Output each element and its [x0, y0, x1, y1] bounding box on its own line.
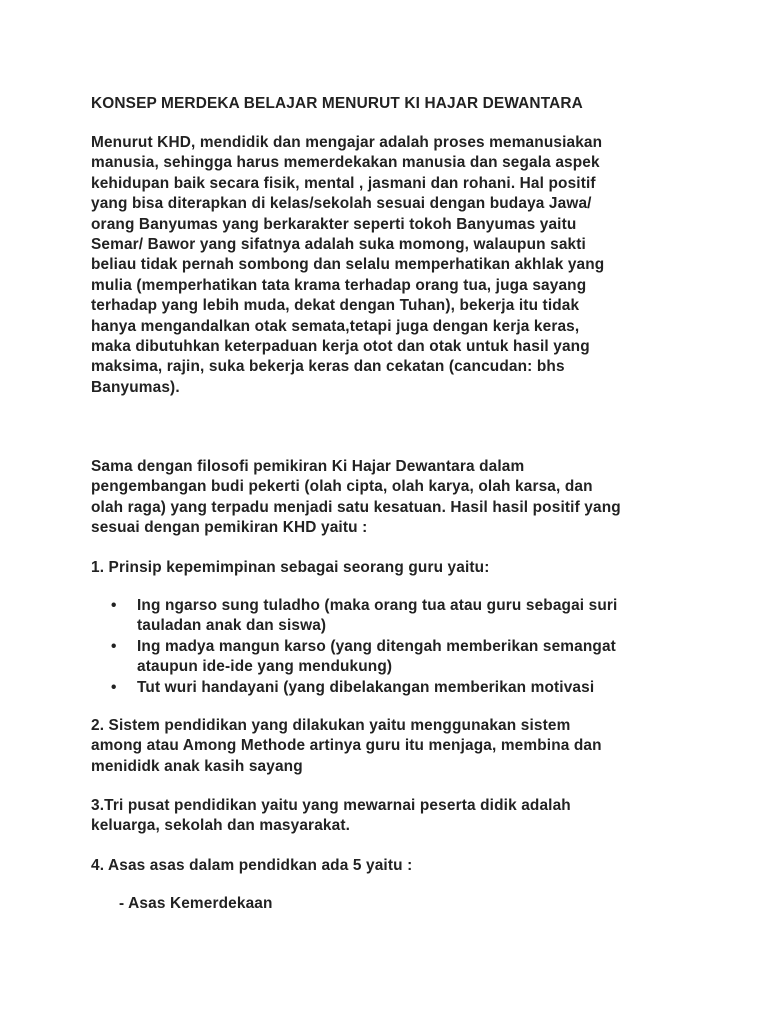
paragraph-line: Semar/ Bawor yang sifatnya adalah suka momong, walaupun sakti: [91, 236, 586, 254]
paragraph-line: Menurut KHD, mendidik dan mengajar adalah proses memanusiakan: [91, 134, 603, 151]
bullet-icon: •: [111, 597, 117, 614]
document-title: KONSEP MERDEKA BELAJAR MENURUT KI HAJAR DEWANTARA: [91, 95, 583, 112]
bullet-icon: •: [111, 678, 117, 696]
paragraph-line: maksima, rajin, suka bekerja keras dan cekatan (cancudan: bhs: [91, 358, 565, 376]
intro-paragraph: [91, 133, 604, 398]
paragraph-line: Banyumas).: [91, 378, 180, 396]
bullet-item: [91, 596, 618, 637]
paragraph-line: manusia, sehingga harus memerdekakan manusia dan segala aspek: [91, 154, 600, 172]
numbered-item-1: [91, 558, 490, 578]
paragraph-line: yang bisa diterapkan di kelas/sekolah sesuai dengan budaya Jawa/: [91, 195, 592, 213]
numbered-item-4: [91, 856, 412, 876]
paragraph-line: keluarga, sekolah dan masyarakat.: [91, 817, 351, 835]
paragraph-line: among atau Among Methode artinya guru itu menjaga, membina dan: [91, 737, 602, 755]
bullet-line: ataupun ide-ide yang mendukung): [137, 658, 393, 676]
bullet-item: [91, 678, 618, 698]
paragraph-line: beliau tidak pernah sombong dan selalu memperhatikan akhlak yang: [91, 256, 605, 274]
paragraph-line: sesuai dengan pemikiran KHD yaitu :: [91, 519, 368, 537]
bullet-item: [91, 637, 618, 678]
paragraph-line: orang Banyumas yang berkarakter seperti tokoh Banyumas yaitu: [91, 215, 577, 233]
philosophy-paragraph: [91, 457, 621, 539]
sub-item-asas-kemerdekaan: - Asas Kemerdekaan: [119, 895, 273, 912]
paragraph-line: kehidupan baik secara fisik, mental , jasmani dan rohani. Hal positif: [91, 174, 596, 192]
paragraph-line: mulia (memperhatikan tata krama terhadap orang tua, juga sayang: [91, 276, 587, 294]
paragraph-line: 2. Sistem pendidikan yang dilakukan yaitu menggunakan sistem: [91, 717, 571, 734]
bullet-line: tauladan anak dan siswa): [137, 617, 327, 635]
paragraph-line: olah raga) yang terpadu menjadi satu kesatuan. Hasil hasil positif yang: [91, 498, 621, 516]
leadership-bullet-list: [91, 596, 618, 698]
paragraph-line: 3.Tri pusat pendidikan yaitu yang mewarnai peserta didik adalah: [91, 797, 571, 814]
paragraph-line: menididk anak kasih sayang: [91, 757, 303, 775]
paragraph-line: pengembangan budi pekerti (olah cipta, olah karya, olah karsa, dan: [91, 478, 593, 496]
paragraph-line: Sama dengan filosofi pemikiran Ki Hajar Dewantara dalam: [91, 458, 525, 475]
numbered-item-2: [91, 716, 602, 777]
numbered-item-text: 4. Asas asas dalam pendidkan ada 5 yaitu :: [91, 857, 413, 874]
numbered-item-3: [91, 796, 571, 837]
bullet-icon: •: [111, 637, 117, 655]
paragraph-line: hanya mengandalkan otak semata,tetapi juga dengan kerja keras,: [91, 317, 580, 335]
bullet-line: Ing ngarso sung tuladho (maka orang tua atau guru sebagai suri: [137, 597, 618, 614]
bullet-line: Ing madya mangun karso (yang ditengah memberikan semangat: [137, 637, 616, 655]
bullet-line: Tut wuri handayani (yang dibelakangan memberikan motivasi: [137, 678, 595, 696]
numbered-item-text: 1. Prinsip kepemimpinan sebagai seorang guru yaitu:: [91, 559, 490, 576]
paragraph-line: terhadap yang lebih muda, dekat dengan Tuhan), bekerja itu tidak: [91, 297, 580, 315]
paragraph-line: maka dibutuhkan keterpaduan kerja otot dan otak untuk hasil yang: [91, 338, 590, 356]
